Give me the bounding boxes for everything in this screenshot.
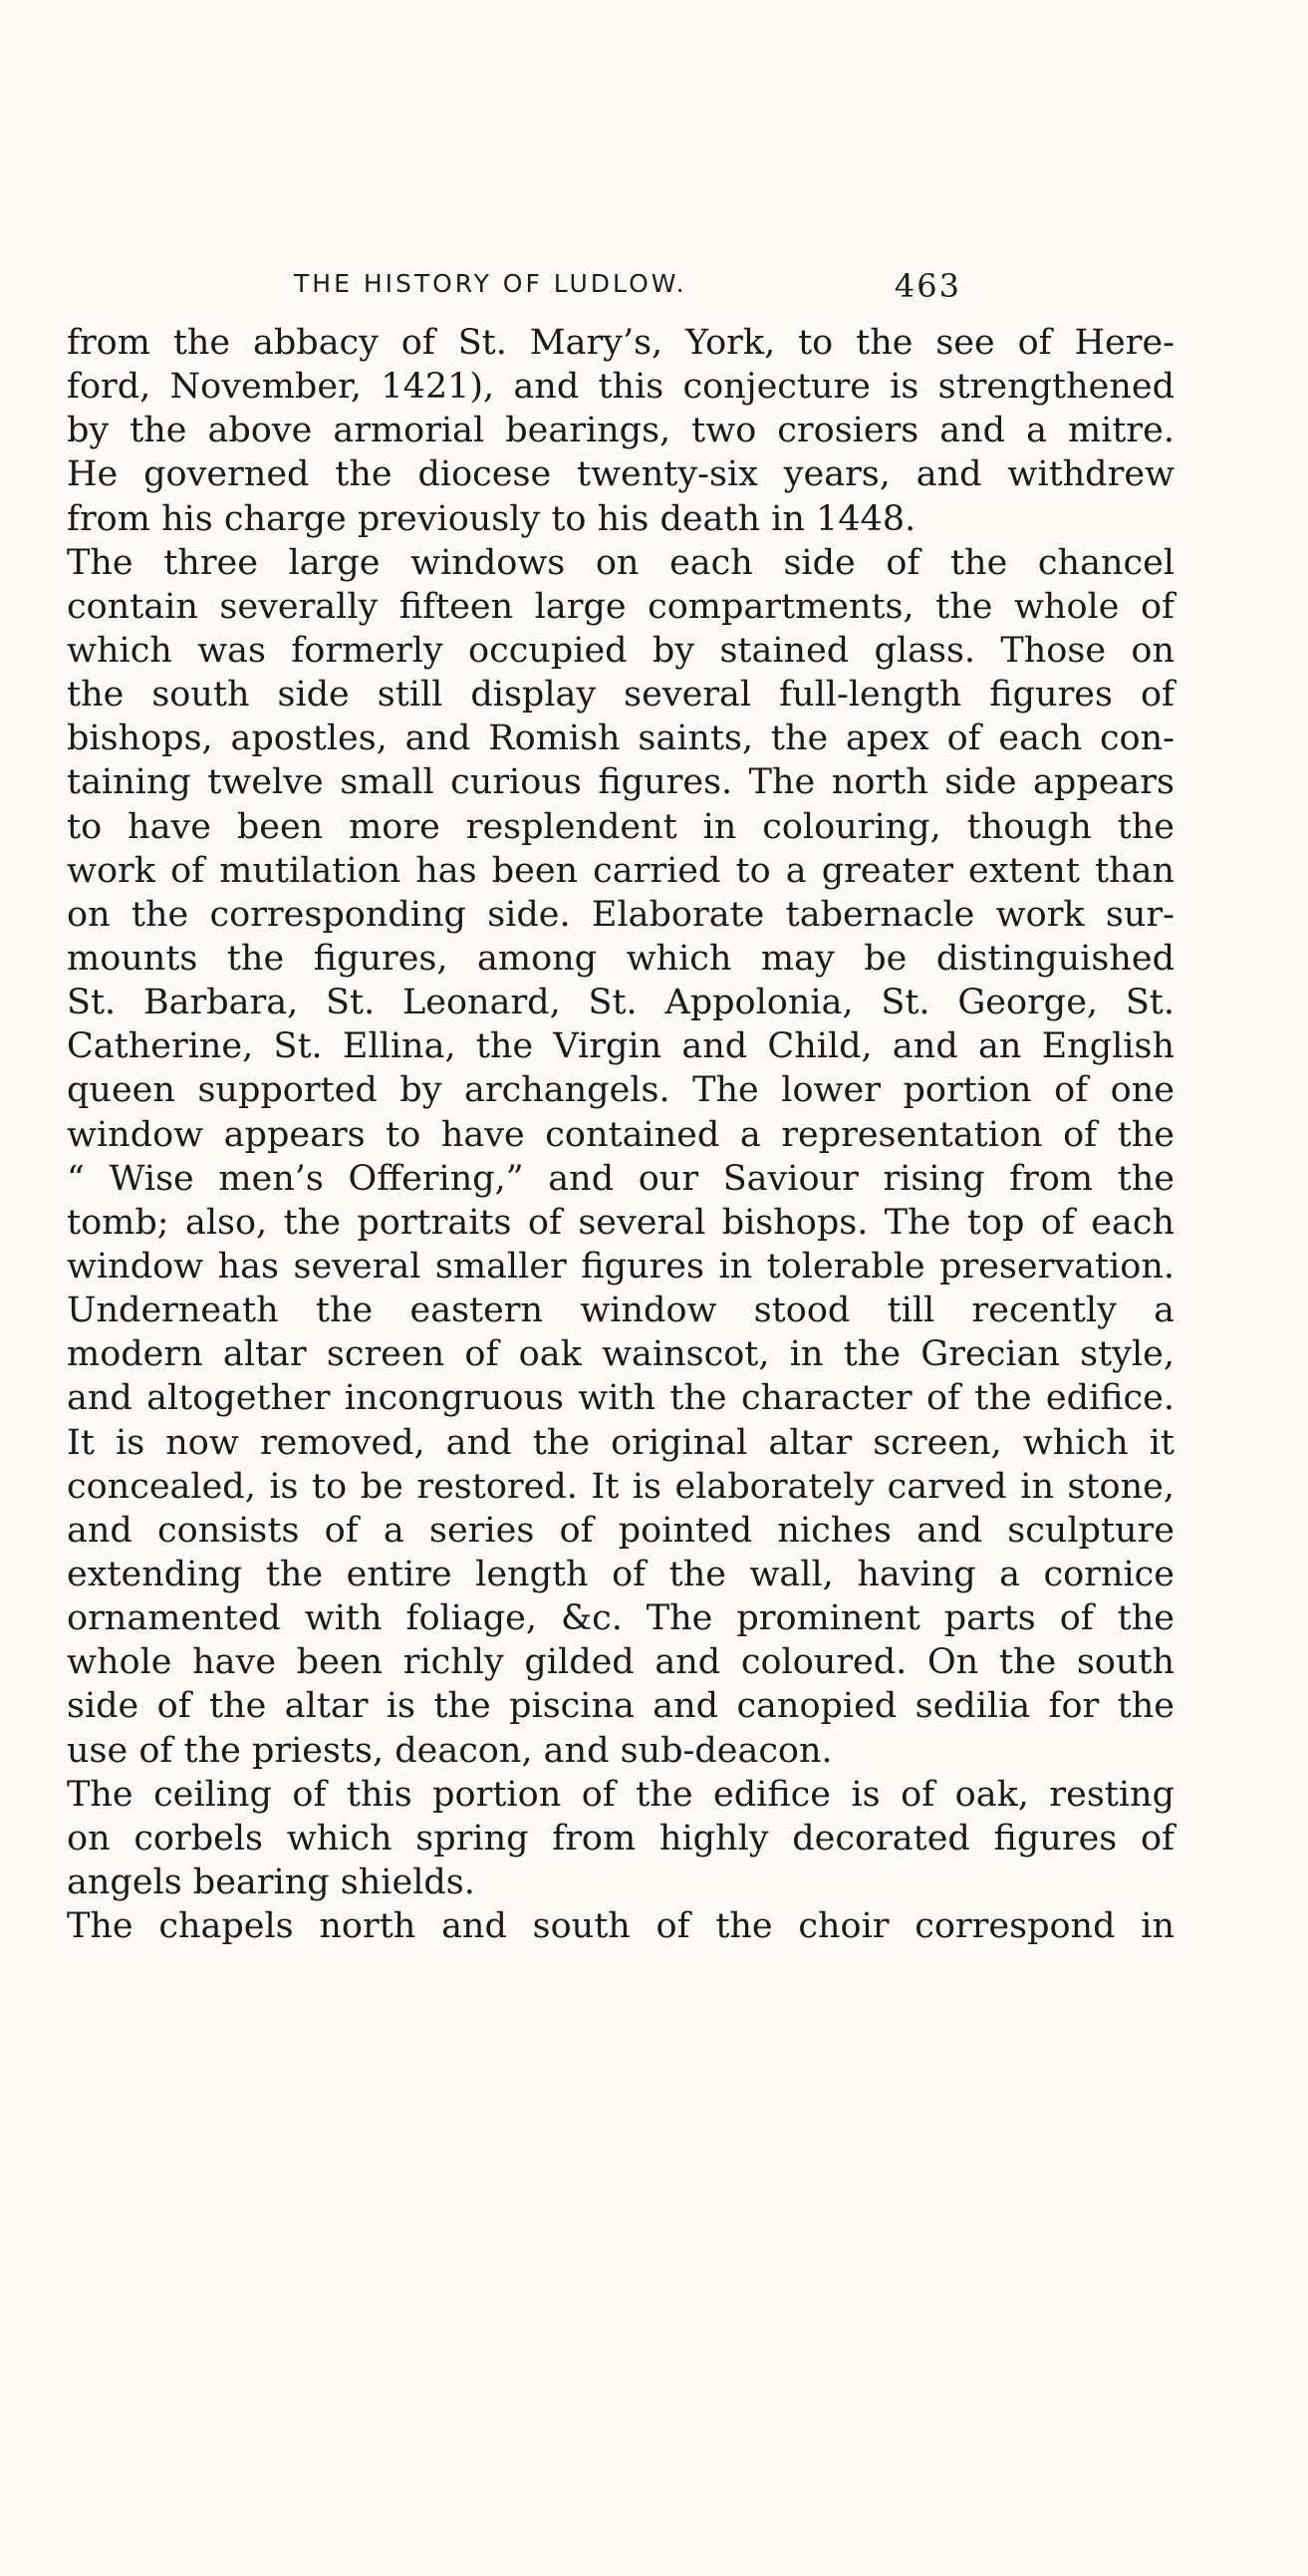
page-number: 463 — [894, 267, 961, 305]
text-line: He governed the diocese twenty-six years, and withdrew — [67, 454, 1175, 495]
text-line: queen supported by archangels. The lower portion of one — [67, 1070, 1175, 1111]
text-line: bishops, apostles, and Romish saints, the apex of each con- — [67, 718, 1175, 759]
text-line: Catherine, St. Ellina, the Virgin and Child, and an English — [67, 1026, 1175, 1067]
text-line: from his charge previously to his death in 1448. — [67, 498, 916, 539]
text-line: concealed, is to be restored. It is elaborately carved in stone, — [67, 1466, 1175, 1507]
text-line: window has several smaller figures in tolerable preservation. — [67, 1246, 1175, 1287]
text-line: and altogether incongruous with the character of the edifice. — [67, 1378, 1175, 1419]
text-line: on the corresponding side. Elaborate tabernacle work sur- — [67, 894, 1175, 935]
text-line: from the abbacy of St. Mary’s, York, to the see of Here- — [67, 323, 1175, 363]
text-line: It is now removed, and the original altar screen, which it — [67, 1422, 1175, 1463]
text-line: the south side still display several full-length figures of — [67, 675, 1175, 716]
text-line: extending the entire length of the wall, having a cornice — [67, 1554, 1175, 1594]
text-line: ornamented with foliage, &c. The prominent parts of the — [67, 1598, 1175, 1639]
text-line: taining twelve small curious figures. The north side appears — [67, 762, 1175, 803]
body-text — [67, 321, 1175, 1948]
text-line: “ Wise men’s Offering,” and our Saviour rising from the — [67, 1158, 1175, 1199]
text-line: window appears to have contained a representation of the — [67, 1114, 1175, 1155]
text-line: use of the priests, deacon, and sub-deacon. — [67, 1730, 833, 1771]
text-line: side of the altar is the piscina and canopied sedilia for the — [67, 1686, 1175, 1727]
text-line: The ceiling of this portion of the edifice is of oak, resting — [67, 1774, 1175, 1815]
text-line: on corbels which spring from highly decorated figures of — [67, 1818, 1175, 1859]
text-line: St. Barbara, St. Leonard, St. Appolonia, St. George, St. — [67, 983, 1175, 1023]
text-line: to have been more resplendent in colouring, though the — [67, 806, 1175, 847]
text-line: and consists of a series of pointed niches and sculpture — [67, 1510, 1175, 1551]
text-line: ford, November, 1421), and this conjecture is strengthened — [67, 367, 1175, 408]
running-title: THE HISTORY OF LUDLOW. — [294, 269, 687, 298]
text-line: by the above armorial bearings, two crosiers and a mitre. — [67, 411, 1175, 451]
text-line: angels bearing shields. — [67, 1861, 475, 1902]
text-line: Underneath the eastern window stood till recently a — [67, 1290, 1175, 1331]
text-line: which was formerly occupied by stained glass. Those on — [67, 630, 1175, 671]
text-line: tomb; also, the portraits of several bishops. The top of each — [67, 1202, 1175, 1243]
text-line: The three large windows on each side of the chancel — [67, 542, 1175, 583]
text-line: modern altar screen of oak wainscot, in the Grecian style, — [67, 1334, 1175, 1375]
running-head — [274, 269, 961, 309]
text-line: work of mutilation has been carried to a greater extent than — [67, 850, 1175, 891]
text-line: whole have been richly gilded and coloured. On the south — [67, 1642, 1175, 1683]
text-line: contain severally fifteen large compartments, the whole of — [67, 586, 1175, 627]
text-line: The chapels north and south of the choir correspond in — [67, 1906, 1175, 1947]
text-line: mounts the figures, among which may be distinguished — [67, 938, 1175, 979]
